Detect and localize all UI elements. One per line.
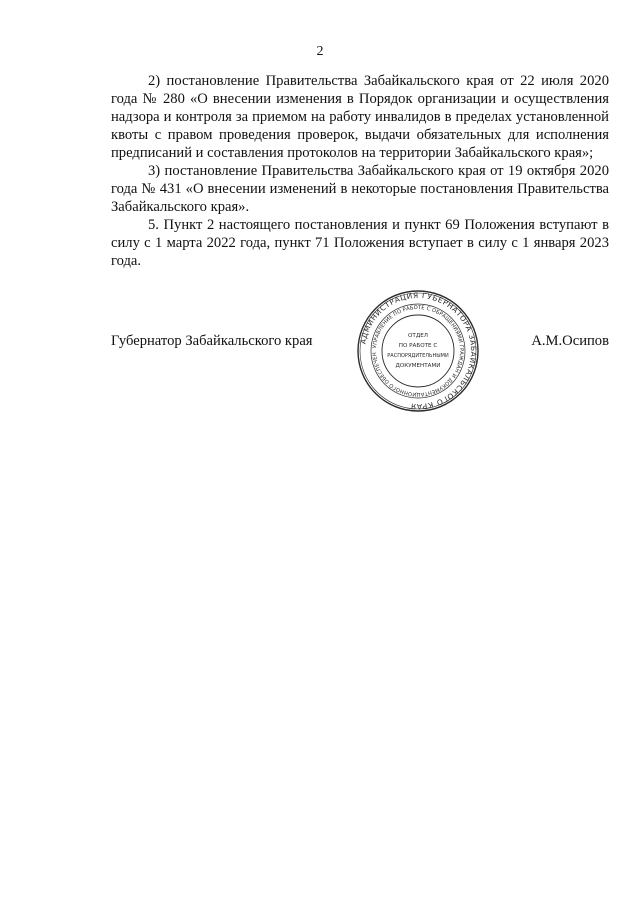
- seal-inner-ring: [382, 315, 454, 387]
- seal-center-line-4: ДОКУМЕНТАМИ: [395, 363, 441, 369]
- signatory-position: Губернатор Забайкальского края: [111, 333, 313, 349]
- seal-center-line-3: РАСПОРЯДИТЕЛЬНЫМИ: [387, 353, 449, 359]
- seal-inner-ring-text: УПРАВЛЕНИЕ ПО РАБОТЕ С ОБРАЩЕНИЯМИ ГРАЖДАН И ДОКУМЕНТАЦИОННОГО ОБЕСПЕЧЕН: [371, 304, 465, 398]
- seal-outer-ring-text: АДМИНИСТРАЦИЯ ГУБЕРНАТОРА ЗАБАЙКАЛЬСКОГО КРАЯ: [358, 290, 479, 412]
- seal-graphic: [356, 289, 480, 413]
- paragraph-point-5: 5. Пункт 2 настоящего постановления и пункт 69 Положения вступают в силу с 1 марта 2022 года, пункт 71 Положения вступает в силу с 1 января 2023 года.: [111, 217, 609, 269]
- signatory-name: А.М.Осипов: [531, 333, 609, 349]
- paragraph-item-2: 2) постановление Правительства Забайкальского края от 22 июля 2020 года № 280 «О внесении изменения в Порядок организации и осуществления надзора и контроля за приемом на работу инвалидов в пределах установленной квоты с правом проведения проверок, выдачи обязательных для исполнения предписаний и составления протоколов на территории Забайкальского края»;: [111, 73, 609, 161]
- seal-center-line-2: ПО РАБОТЕ С: [398, 343, 438, 349]
- seal-middle-ring: [371, 304, 465, 398]
- document-body: [111, 72, 609, 270]
- page-number: 2: [316, 44, 324, 59]
- paragraph-item-3: 3) постановление Правительства Забайкальского края от 19 октября 2020 года № 431 «О внесении изменений в некоторые постановления Правительства Забайкальского края».: [111, 163, 609, 215]
- seal-center-line-1: ОТДЕЛ: [408, 333, 428, 339]
- official-seal: [356, 289, 480, 413]
